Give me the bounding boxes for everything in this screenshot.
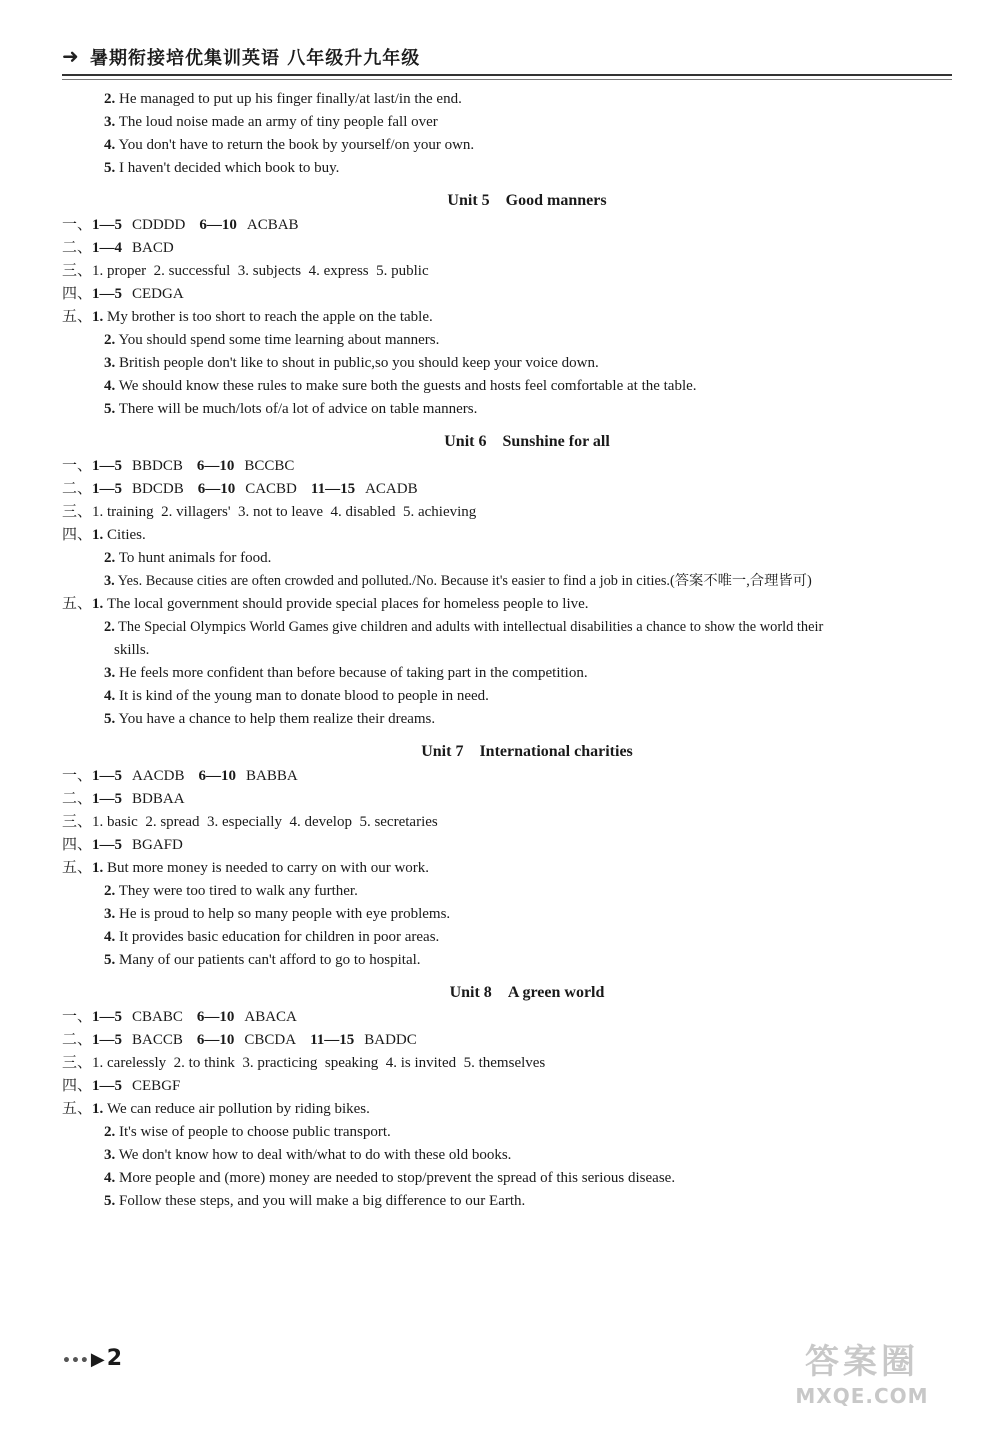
answer-line: 2. The Special Olympics World Games give children and adults with intellectual disabilities a chance to show the world their <box>104 619 824 635</box>
unit-7-part-4: 四、1—5 BGAFD <box>62 837 183 853</box>
answer-line: 2. He managed to put up his finger finally/at last/in the end. <box>104 91 462 107</box>
unit-5-part-1: 一、1—5 CDDDD 6—10 ACBAB <box>62 217 299 233</box>
answer-line-continuation: skills. <box>114 642 150 658</box>
answer-line: 4. It provides basic education for children in poor areas. <box>104 929 440 945</box>
answer-line: 3. Yes. Because cities are often crowded and polluted./No. Because it's easier to find a job in cities.(答案不唯一,合理皆可) <box>104 573 812 589</box>
watermark-url: MXQE.COM <box>795 1384 929 1408</box>
answer-line: 3. He feels more confident than before because of taking part in the competition. <box>104 665 588 681</box>
unit-7-part-5: 五、1. But more money is needed to carry on with our work. <box>62 860 430 876</box>
dots-icon: ••• <box>62 1353 89 1369</box>
unit-6-part-2: 二、1—5 BDCDB 6—10 CACBD 11—15 ACADB <box>62 481 418 497</box>
answer-line: 4. It is kind of the young man to donate blood to people in need. <box>104 688 489 704</box>
unit-7-part-3: 三、1. basic 2. spread 3. especially 4. develop 5. secretaries <box>62 814 438 830</box>
unit-8-part-4: 四、1—5 CEBGF <box>62 1078 181 1094</box>
unit-5-part-3: 三、1. proper 2. successful 3. subjects 4. express 5. public <box>62 263 429 279</box>
arrow-icon: ➜ <box>62 44 79 68</box>
unit-6-part-4: 四、1. Cities. <box>62 527 146 543</box>
answer-line: 4. More people and (more) money are needed to stop/prevent the spread of this serious disease. <box>104 1170 676 1186</box>
answer-line: 5. There will be much/lots of/a lot of advice on table manners. <box>104 401 478 417</box>
unit-8-part-3: 三、1. carelessly 2. to think 3. practicing speaking 4. is invited 5. themselves <box>62 1055 546 1071</box>
answer-line: 3. We don't know how to deal with/what to do with these old books. <box>104 1147 512 1163</box>
unit-6-title: Unit 6 Sunshine for all <box>444 433 610 450</box>
answer-line: 5. Many of our patients can't afford to go to hospital. <box>104 952 421 968</box>
unit-8-title: Unit 8 A green world <box>449 984 605 1001</box>
answer-line: 2. It's wise of people to choose public transport. <box>104 1124 391 1140</box>
watermark-logo-text: 答案圈 <box>805 1342 919 1382</box>
unit-5-part-2: 二、1—4 BACD <box>62 240 174 256</box>
answer-line: 2. To hunt animals for food. <box>104 550 272 566</box>
answer-line: 4. We should know these rules to make sure both the guests and hosts feel comfortable at the table. <box>104 378 697 394</box>
unit-8-part-2: 二、1—5 BACCB 6—10 CBCDA 11—15 BADDC <box>62 1032 417 1048</box>
answer-line: 5. I haven't decided which book to buy. <box>104 160 340 176</box>
unit-8-part-5: 五、1. We can reduce air pollution by riding bikes. <box>62 1101 370 1117</box>
answer-line: 2. They were too tired to walk any further. <box>104 883 358 899</box>
answer-line: 3. He is proud to help so many people with eye problems. <box>104 906 451 922</box>
answer-content <box>62 88 952 1213</box>
unit-7-part-2: 二、1—5 BDBAA <box>62 791 185 807</box>
answer-line: 2. You should spend some time learning about manners. <box>104 332 440 348</box>
header-title: 暑期衔接培优集训英语 八年级升九年级 <box>90 48 421 69</box>
answer-line: 3. The loud noise made an army of tiny people fall over <box>104 114 438 130</box>
unit-7-part-1: 一、1—5 AACDB 6—10 BABBA <box>62 768 298 784</box>
watermark <box>762 1340 962 1420</box>
page-number: 2 <box>106 1346 123 1371</box>
unit-6-part-5: 五、1. The local government should provide special places for homeless people to live. <box>62 596 589 612</box>
triangle-right-icon: ▶ <box>90 1349 105 1370</box>
unit-7-title: Unit 7 International charities <box>421 743 633 760</box>
answer-line: 5. Follow these steps, and you will make a big difference to our Earth. <box>104 1193 526 1209</box>
unit-5-part-5: 五、1. My brother is too short to reach the apple on the table. <box>62 309 433 325</box>
answer-line: 5. You have a chance to help them realize their dreams. <box>104 711 436 727</box>
unit-8-part-1: 一、1—5 CBABC 6—10 ABACA <box>62 1009 297 1025</box>
header-rule <box>62 79 952 80</box>
unit-5-part-4: 四、1—5 CEDGA <box>62 286 184 302</box>
page-footer <box>62 1346 122 1371</box>
unit-5-title: Unit 5 Good manners <box>447 192 607 209</box>
unit-6-part-3: 三、1. training 2. villagers' 3. not to leave 4. disabled 5. achieving <box>62 504 477 520</box>
page-header <box>62 40 952 76</box>
unit-6-part-1: 一、1—5 BBDCB 6—10 BCCBC <box>62 458 295 474</box>
answer-line: 3. British people don't like to shout in public,so you should keep your voice down. <box>104 355 599 371</box>
answer-line: 4. You don't have to return the book by yourself/on your own. <box>104 137 475 153</box>
